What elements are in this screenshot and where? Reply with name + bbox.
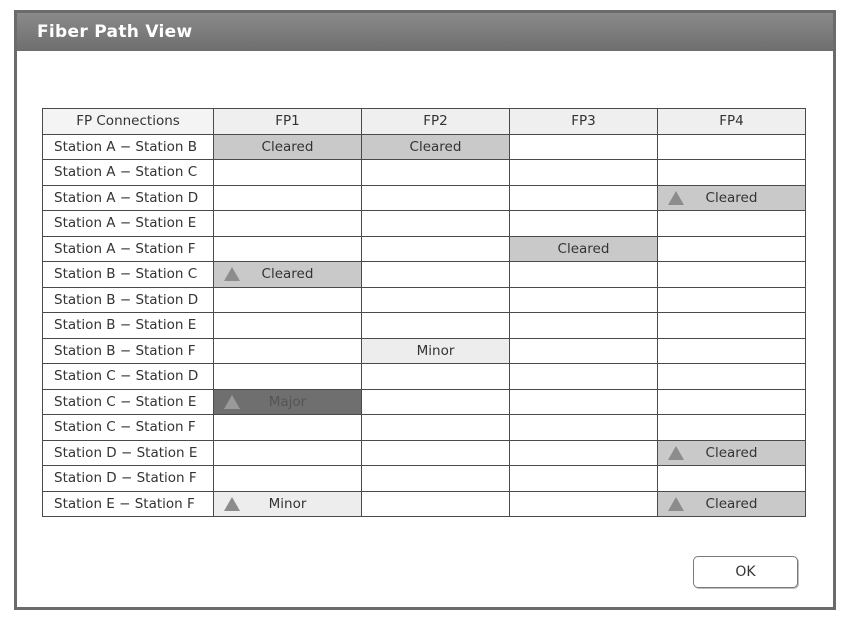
- fp3-status-cell: [510, 466, 658, 492]
- connection-label: Station B − Station C: [43, 262, 214, 288]
- fp4-status-cell: [658, 211, 806, 237]
- connection-label: Station A − Station E: [43, 211, 214, 237]
- fp1-status-cell: [214, 415, 362, 441]
- fp2-status-cell: [362, 440, 510, 466]
- fp1-status-cell: [214, 185, 362, 211]
- warning-triangle-icon: [224, 395, 240, 409]
- column-header-fp2: FP2: [362, 109, 510, 135]
- table-row: [43, 389, 806, 415]
- fp1-status-cell: [214, 313, 362, 339]
- fp2-status-cell: [362, 160, 510, 186]
- fp3-status-cell: [510, 211, 658, 237]
- connection-label: Station E − Station F: [43, 491, 214, 517]
- fp1-status-cell[interactable]: [214, 134, 362, 160]
- fp4-status-cell: [658, 364, 806, 390]
- status-text: Cleared: [705, 444, 758, 461]
- fp2-status-cell: [362, 466, 510, 492]
- connection-label: Station C − Station D: [43, 364, 214, 390]
- table-row: [43, 185, 806, 211]
- connection-label: Station A − Station B: [43, 134, 214, 160]
- connection-label: Station B − Station D: [43, 287, 214, 313]
- table-row: [43, 160, 806, 186]
- fp3-status-cell: [510, 160, 658, 186]
- table-row: [43, 338, 806, 364]
- fp2-status-cell: [362, 415, 510, 441]
- column-header-fp1: FP1: [214, 109, 362, 135]
- table-row: [43, 364, 806, 390]
- column-header-fp-connections: FP Connections: [43, 109, 214, 135]
- fp4-status-cell[interactable]: [658, 185, 806, 211]
- status-text: Cleared: [261, 138, 314, 155]
- fiber-path-view-window: [14, 10, 836, 610]
- warning-triangle-icon: [668, 191, 684, 205]
- fp1-status-cell: [214, 236, 362, 262]
- table-row: [43, 491, 806, 517]
- fp4-status-cell[interactable]: [658, 491, 806, 517]
- warning-triangle-icon: [224, 267, 240, 281]
- fp3-status-cell: [510, 389, 658, 415]
- connection-label: Station C − Station F: [43, 415, 214, 441]
- status-text: Cleared: [557, 240, 610, 257]
- fp1-status-cell: [214, 287, 362, 313]
- status-text: Minor: [268, 495, 307, 512]
- column-header-fp3: FP3: [510, 109, 658, 135]
- fp1-status-cell: [214, 338, 362, 364]
- fp3-status-cell: [510, 262, 658, 288]
- fp1-status-cell[interactable]: [214, 389, 362, 415]
- connection-label: Station C − Station E: [43, 389, 214, 415]
- fp1-status-cell: [214, 160, 362, 186]
- status-text: Major: [268, 393, 307, 410]
- table-row: [43, 134, 806, 160]
- fp2-status-cell[interactable]: [362, 134, 510, 160]
- table-row: [43, 415, 806, 441]
- warning-triangle-icon: [668, 446, 684, 460]
- fp4-status-cell[interactable]: [658, 440, 806, 466]
- fp4-status-cell: [658, 415, 806, 441]
- fp2-status-cell: [362, 491, 510, 517]
- status-text: Minor: [416, 342, 455, 359]
- fp4-status-cell: [658, 134, 806, 160]
- fp2-status-cell: [362, 313, 510, 339]
- status-text: Cleared: [705, 189, 758, 206]
- ok-button[interactable]: OK: [693, 556, 798, 588]
- connection-label: Station A − Station F: [43, 236, 214, 262]
- fp4-status-cell: [658, 262, 806, 288]
- table-row: [43, 313, 806, 339]
- fp1-status-cell[interactable]: [214, 491, 362, 517]
- fp2-status-cell: [362, 185, 510, 211]
- fp3-status-cell: [510, 313, 658, 339]
- fp4-status-cell: [658, 466, 806, 492]
- fp2-status-cell: [362, 389, 510, 415]
- fp4-status-cell: [658, 338, 806, 364]
- fp4-status-cell: [658, 236, 806, 262]
- fp4-status-cell: [658, 287, 806, 313]
- table-row: [43, 262, 806, 288]
- fp3-status-cell: [510, 287, 658, 313]
- fp3-status-cell: [510, 440, 658, 466]
- status-text: Cleared: [409, 138, 462, 155]
- fp2-status-cell: [362, 211, 510, 237]
- fp4-status-cell: [658, 160, 806, 186]
- fp3-status-cell: [510, 134, 658, 160]
- warning-triangle-icon: [224, 497, 240, 511]
- fp2-status-cell: [362, 287, 510, 313]
- column-header-fp4: FP4: [658, 109, 806, 135]
- connection-label: Station A − Station D: [43, 185, 214, 211]
- fp2-status-cell: [362, 236, 510, 262]
- table-header-row: [43, 109, 806, 135]
- fp4-status-cell: [658, 389, 806, 415]
- status-text: Cleared: [705, 495, 758, 512]
- warning-triangle-icon: [668, 497, 684, 511]
- status-text: Cleared: [261, 266, 314, 283]
- fp2-status-cell[interactable]: [362, 338, 510, 364]
- table-row: [43, 211, 806, 237]
- fp2-status-cell: [362, 262, 510, 288]
- fp1-status-cell: [214, 440, 362, 466]
- connection-label: Station B − Station F: [43, 338, 214, 364]
- fp3-status-cell: [510, 415, 658, 441]
- window-title: Fiber Path View: [17, 13, 833, 51]
- fp1-status-cell: [214, 211, 362, 237]
- fp2-status-cell: [362, 364, 510, 390]
- connection-label: Station D − Station E: [43, 440, 214, 466]
- fp1-status-cell: [214, 466, 362, 492]
- fp1-status-cell: [214, 364, 362, 390]
- fp1-status-cell[interactable]: [214, 262, 362, 288]
- table-row: [43, 466, 806, 492]
- fp3-status-cell: [510, 364, 658, 390]
- fp3-status-cell[interactable]: [510, 236, 658, 262]
- connection-label: Station B − Station E: [43, 313, 214, 339]
- fp3-status-cell: [510, 338, 658, 364]
- fiber-path-table: [42, 108, 806, 517]
- fp3-status-cell: [510, 491, 658, 517]
- fp3-status-cell: [510, 185, 658, 211]
- table-row: [43, 236, 806, 262]
- table-row: [43, 440, 806, 466]
- connection-label: Station D − Station F: [43, 466, 214, 492]
- table-row: [43, 287, 806, 313]
- connection-label: Station A − Station C: [43, 160, 214, 186]
- fp4-status-cell: [658, 313, 806, 339]
